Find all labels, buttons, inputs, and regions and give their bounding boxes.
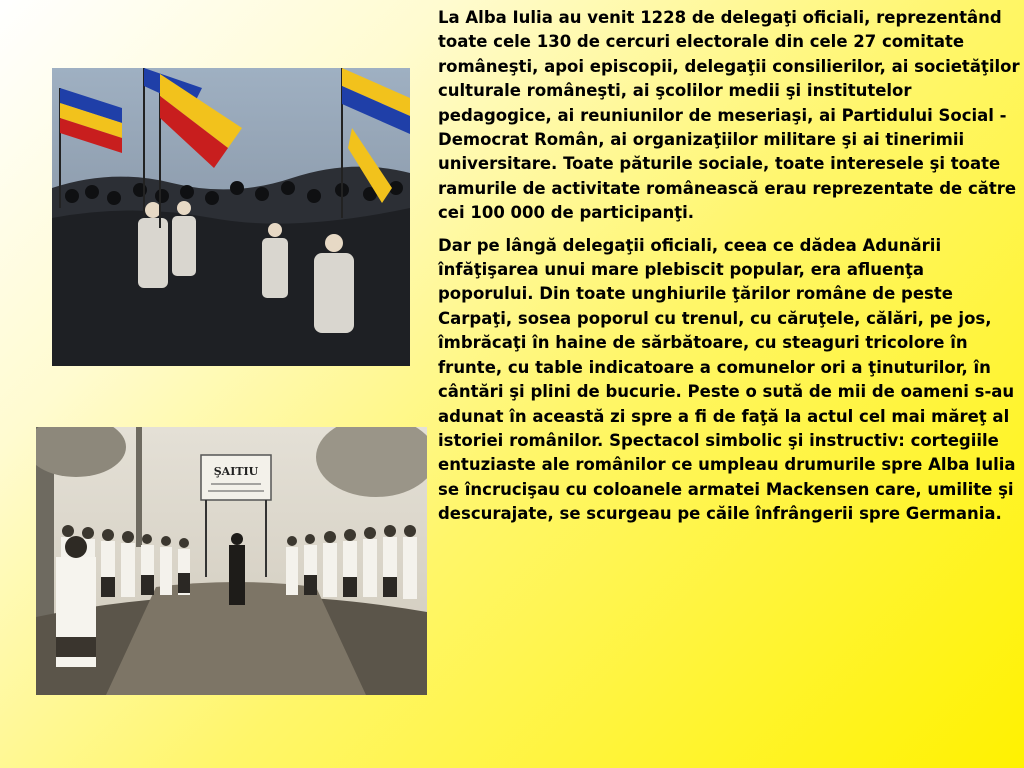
procession-photo (36, 427, 427, 695)
paragraph-people: Dar pe lângă delegaţii oficiali, ceea ce dădea Adunării înfăţişarea unui mare plebiscit popular, era afluenţa poporului. Din toate unghiurile ţărilor române de peste Carpaţi, sosea poporul cu trenul, cu căruţele, călări, pe jos, îmbrăcaţi în haine de sărbătoare, cu steaguri tricolore în frunte, cu table indicatoare a comunelor ori a ţinuturilor, în cântări şi plini de bucurie. Peste o sută de mii de oameni s-au adunat în această zi spre a fi de faţă la actul cel mai măreţ al istoriei românilor. Spectacol simbolic şi instructiv: cortegiile entuziaste ale românilor ce umpleau drumurile spre Alba Iulia se încrucişau cu coloanele armatei Mackensen care, umilite şi descurajate, se scurgeau pe căile înfrângerii spre Germania. (438, 235, 1016, 524)
article-text (438, 6, 1022, 535)
banner-text: ŞAITIU (213, 465, 259, 478)
paragraph-delegates: La Alba Iulia au venit 1228 de delegaţi oficiali, reprezentând toate cele 130 de cercuri electorale din cele 27 comitate româneşti, apoi episcopii, delegaţii consilierilor, ai societăţilor culturale româneşti, ai şcolilor medii şi institutelor pedagogice, ai reuniunilor de meseriaşi, ai Partidului Social - Democrat Român, ai organizaţiilor militare şi ai tinerimii universitare. Toate păturile sociale, toate interesele şi toate ramurile de activitate românească erau reprezentate de către cei 100 000 de participanţi. (438, 8, 1020, 223)
crowd-with-flags-photo (52, 68, 410, 366)
